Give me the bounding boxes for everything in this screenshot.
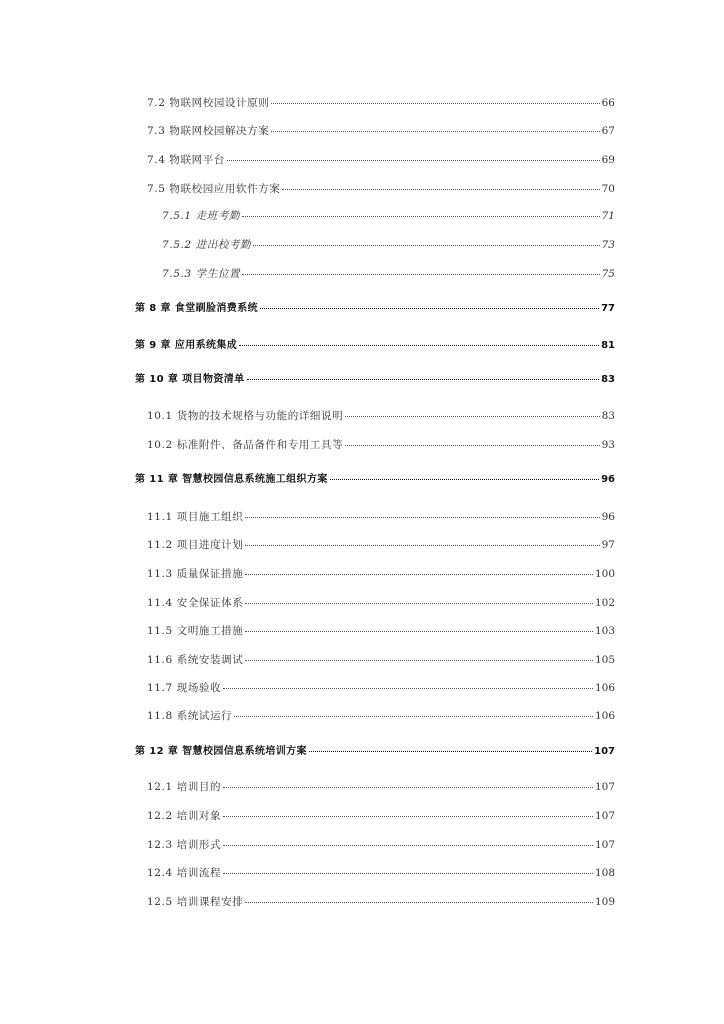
toc-leader-dots: [245, 659, 593, 661]
toc-leader-dots: [260, 307, 599, 309]
toc-leader-dots: [223, 815, 593, 817]
toc-entry-page: 109: [594, 896, 615, 908]
toc-entry[interactable]: [162, 238, 615, 252]
toc-entry[interactable]: [147, 96, 615, 110]
toc-leader-dots: [245, 516, 599, 518]
toc-leader-dots: [247, 378, 600, 380]
toc-entry-page: 102: [594, 597, 615, 609]
toc-leader-dots: [223, 872, 593, 874]
toc-entry-title: 第 9 章 应用系统集成: [135, 340, 238, 351]
toc-entry[interactable]: [147, 153, 615, 167]
toc-entry-page: 107: [594, 810, 615, 822]
toc-entry-page: 107: [594, 839, 615, 851]
toc-entry[interactable]: [147, 780, 615, 794]
toc-entry-title: 第 10 章 项目物资清单: [135, 374, 245, 385]
toc-entry-title: 11.2 项目进度计划: [147, 539, 244, 551]
toc-leader-dots: [239, 344, 599, 346]
toc-entry-page: 73: [601, 239, 615, 251]
toc-leader-dots: [345, 444, 599, 446]
toc-entry-page: 83: [601, 410, 615, 422]
toc-entry-title: 11.5 文明施工措施: [147, 625, 244, 637]
toc-entry-page: 66: [601, 97, 615, 109]
toc-leader-dots: [330, 478, 599, 480]
toc-entry-page: 100: [594, 568, 615, 580]
toc-chapter-entry[interactable]: [135, 745, 615, 759]
toc-leader-dots: [253, 244, 599, 246]
toc-entry-title: 第 12 章 智慧校园信息系统培训方案: [135, 746, 307, 757]
toc-entry-page: 83: [601, 374, 615, 385]
toc-leader-dots: [242, 273, 600, 275]
toc-entry-title: 7.2 物联网校园设计原则: [147, 97, 270, 109]
toc-entry[interactable]: [147, 809, 615, 823]
toc-entry-title: 11.4 安全保证体系: [147, 597, 244, 609]
toc-entry-page: 69: [601, 154, 615, 166]
toc-entry-title: 11.1 项目施工组织: [147, 511, 244, 523]
toc-entry[interactable]: [147, 895, 615, 909]
toc-leader-dots: [227, 159, 600, 161]
toc-entry-page: 96: [601, 474, 615, 485]
toc-leader-dots: [245, 602, 593, 604]
toc-entry-page: 96: [601, 511, 615, 523]
toc-entry[interactable]: [147, 838, 615, 852]
toc-entry[interactable]: [147, 709, 615, 723]
toc-entry-page: 75: [601, 268, 615, 280]
toc-entry-title: 10.2 标准附件、备品备件和专用工具等: [147, 439, 344, 451]
toc-entry-title: 7.5.3 学生位置: [162, 268, 241, 280]
toc-entry-page: 105: [594, 654, 615, 666]
toc-entry-page: 108: [594, 867, 615, 879]
toc-entry[interactable]: [147, 567, 615, 581]
toc-entry-page: 67: [601, 125, 615, 137]
toc-entry-title: 7.3 物联网校园解决方案: [147, 125, 270, 137]
toc-entry[interactable]: [147, 438, 615, 452]
toc-entry-title: 第 11 章 智慧校园信息系统施工组织方案: [135, 474, 328, 485]
toc-entry-title: 7.5.2 进出校考勤: [162, 239, 252, 251]
toc-entry-title: 11.8 系统试运行: [147, 710, 233, 722]
toc-entry-title: 7.5 物联校园应用软件方案: [147, 183, 281, 195]
toc-entry-title: 12.5 培训课程安排: [147, 896, 244, 908]
toc-entry-title: 11.6 系统安装调试: [147, 654, 244, 666]
toc-entry-title: 12.3 培训形式: [147, 839, 222, 851]
toc-entry[interactable]: [162, 209, 615, 223]
toc-entry-title: 12.2 培训对象: [147, 810, 222, 822]
toc-leader-dots: [223, 786, 593, 788]
toc-entry-title: 第 8 章 食堂刷脸消费系统: [135, 303, 259, 314]
toc-leader-dots: [245, 901, 593, 903]
toc-entry[interactable]: [147, 624, 615, 638]
toc-entry-page: 81: [601, 340, 615, 351]
toc-entry-title: 12.4 培训流程: [147, 867, 222, 879]
toc-entry[interactable]: [147, 124, 615, 138]
toc-entry-page: 70: [601, 183, 615, 195]
toc-entry-page: 106: [594, 710, 615, 722]
toc-leader-dots: [245, 573, 593, 575]
toc-entry-title: 11.3 质量保证措施: [147, 568, 244, 580]
toc-entry[interactable]: [147, 653, 615, 667]
toc-leader-dots: [271, 130, 599, 132]
toc-entry[interactable]: [147, 596, 615, 610]
toc-entry-title: 11.7 现场验收: [147, 682, 222, 694]
toc-entry-title: 7.4 物联网平台: [147, 154, 225, 166]
toc-chapter-entry[interactable]: [135, 473, 615, 487]
toc-entry[interactable]: [147, 182, 615, 196]
toc-entry-title: 7.5.1 走班考勤: [162, 210, 241, 222]
toc-chapter-entry[interactable]: [135, 302, 615, 316]
toc-entry[interactable]: [147, 538, 615, 552]
toc-entry[interactable]: [162, 267, 615, 281]
toc-entry-page: 107: [594, 781, 615, 793]
toc-entry-page: 71: [601, 210, 615, 222]
toc-leader-dots: [282, 188, 599, 190]
toc-entry[interactable]: [147, 510, 615, 524]
toc-leader-dots: [242, 215, 600, 217]
toc-leader-dots: [223, 687, 593, 689]
toc-entry-page: 77: [601, 303, 615, 314]
toc-leader-dots: [234, 715, 593, 717]
toc-entry-page: 106: [594, 682, 615, 694]
toc-entry[interactable]: [147, 409, 615, 423]
toc-entry-title: 10.1 货物的技术规格与功能的详细说明: [147, 410, 344, 422]
toc-leader-dots: [245, 544, 599, 546]
toc-leader-dots: [245, 630, 593, 632]
toc-entry[interactable]: [147, 866, 615, 880]
toc-entry-page: 97: [601, 539, 615, 551]
toc-chapter-entry[interactable]: [135, 339, 615, 353]
toc-leader-dots: [309, 750, 592, 752]
toc-leader-dots: [223, 844, 593, 846]
toc-entry-page: 107: [594, 746, 615, 757]
toc-leader-dots: [271, 102, 599, 104]
toc-chapter-entry[interactable]: [135, 373, 615, 387]
toc-leader-dots: [345, 415, 599, 417]
toc-entry-page: 103: [594, 625, 615, 637]
toc-entry[interactable]: [147, 681, 615, 695]
toc-entry-title: 12.1 培训目的: [147, 781, 222, 793]
toc-entry-page: 93: [601, 439, 615, 451]
